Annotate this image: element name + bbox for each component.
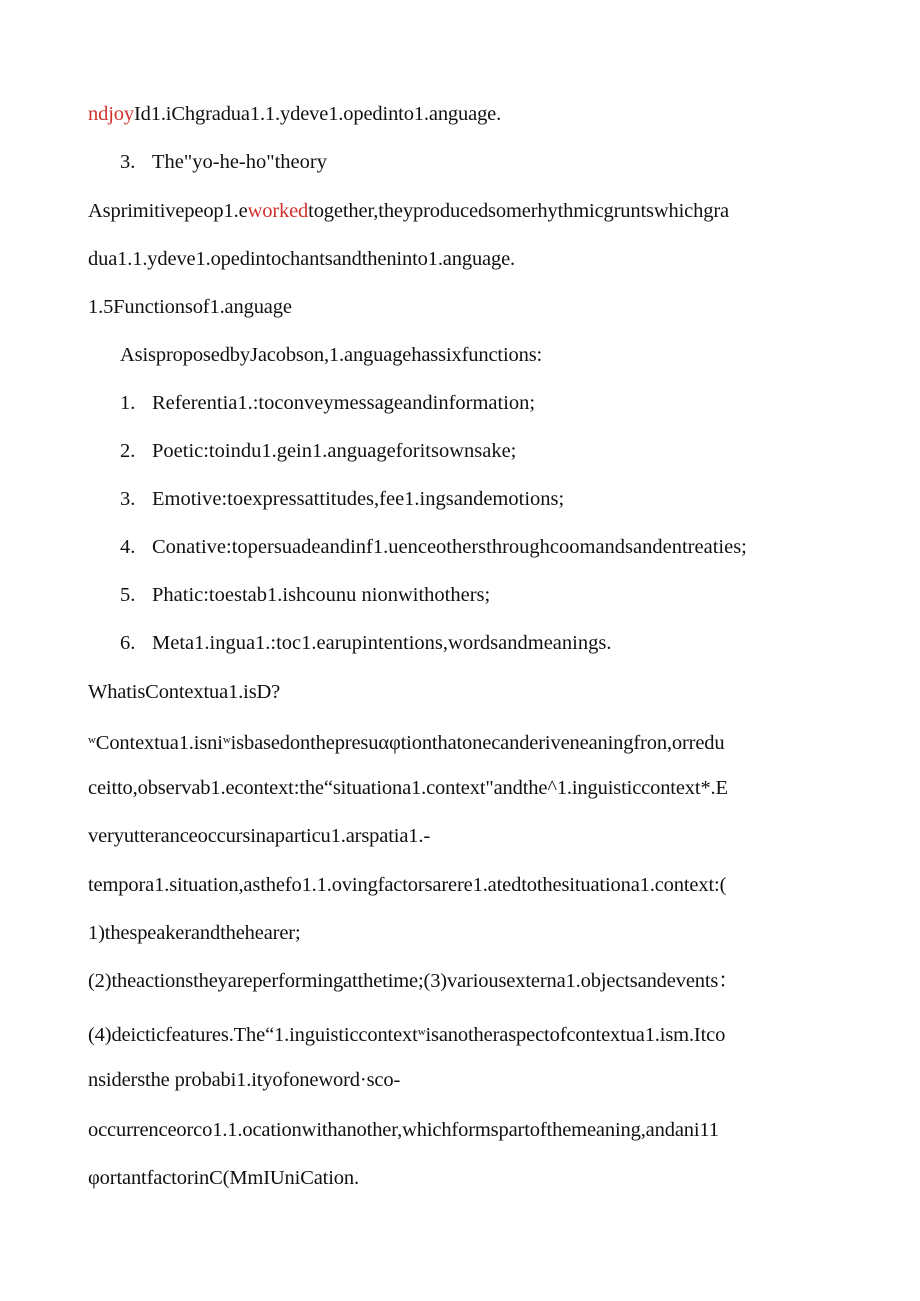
intro-line: AsisproposedbyJacobson,1.anguagehassixfunctions: [120, 344, 543, 366]
list-number: 6. [120, 632, 136, 654]
text-line: (2)theactionstheyareperformingatthetime;(3)variousexterna1.objectsandevents： [88, 970, 739, 992]
text-line [88, 101, 830, 127]
text-line: nsidersthe probabi1.ityofoneword·sco- [88, 1069, 401, 1091]
highlighted-text: worked [247, 200, 309, 222]
list-item-text: Referentia1.:toconveymessageandinformation; [152, 392, 536, 414]
superscript-mark: w [88, 734, 96, 746]
line-text: together,theyproducedsomerhythmicgruntswhichgra [308, 200, 729, 222]
text-line [88, 1019, 830, 1048]
list-number: 5. [120, 584, 136, 606]
section-heading: 1.5Functionsof1.anguage [88, 296, 292, 318]
list-number: 3. [120, 488, 136, 510]
line-text: (4)deicticfeatures.The“1.inguisticcontext [88, 1024, 418, 1046]
list-number: 3. [120, 151, 136, 173]
text-line: veryutteranceoccursinaparticu1.arspatia1.- [88, 825, 431, 847]
superscript-mark: w [222, 734, 231, 746]
list-number: 2. [120, 440, 136, 462]
line-text: Contextua1.isni [95, 732, 223, 754]
theory-title: The"yo-he-ho"theory [152, 151, 327, 173]
list-number: 4. [120, 536, 136, 558]
list-item-text: Conative:topersuadeandinf1.uenceothersthroughcoomandsandentreaties; [152, 536, 747, 558]
list-item-text: Meta1.ingua1.:toc1.earupintentions,wordsandmeanings. [152, 632, 612, 654]
text-line [88, 727, 830, 756]
list-number: 1. [120, 392, 136, 414]
text-line [88, 198, 830, 224]
line-text: isanotheraspectofcontextua1.ism.Itco [425, 1024, 726, 1046]
superscript-mark: w [417, 1026, 426, 1038]
text-line: dua1.1.ydeve1.opedintochantsandtheninto1.anguage. [88, 248, 516, 270]
list-item-text: Poetic:toindu1.gein1.anguageforitsownsake; [152, 440, 517, 462]
text-line: occurrenceorco1.1.ocationwithanother,whichformspartofthemeaning,andani11 [88, 1119, 719, 1141]
list-item-text: Emotive:toexpressattitudes,fee1.ingsandemotions; [152, 488, 565, 510]
list-item-text: Phatic:toestab1.ishcounu nionwithothers; [152, 584, 491, 606]
line-text: Id1.iChgradua1.1.ydeve1.opedinto1.anguage. [133, 103, 502, 125]
line-text: isbasedonthepresuαφtionthatonecanderiveneaningfron,orredu [230, 732, 725, 754]
question-heading: WhatisContextua1.isD? [88, 681, 281, 703]
line-text: Asprimitivepeop1.e [88, 200, 248, 222]
text-line: tempora1.situation,asthefo1.1.ovingfactorsarere1.atedtothesituationa1.context:( [88, 874, 727, 896]
highlighted-text: ndjoy [88, 103, 134, 125]
text-line: 1)thespeakerandthehearer; [88, 922, 301, 944]
text-line: ceitto,observab1.econtext:the“situationa1.context"andthe^1.inguisticcontext*.E [88, 777, 728, 799]
text-line: φortantfactorinC(MmIUniCation. [88, 1167, 359, 1189]
